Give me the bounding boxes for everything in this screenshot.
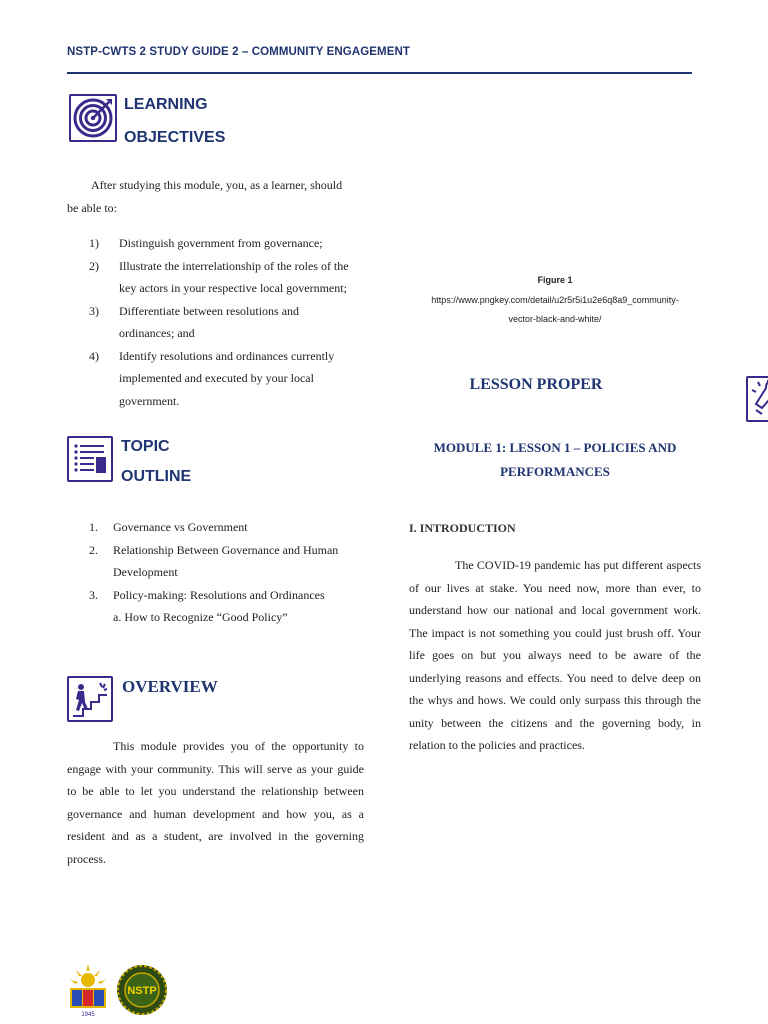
module-heading: MODULE 1: LESSON 1 – POLICIES AND PERFORMANCES [433, 440, 677, 479]
introduction-text: The COVID-19 pandemic has put different aspects of our lives at stake. You need now, more than ever, to understand how our national and local government work. The impact is not something you could just brush off. Your life goes on but you always need to be aware of the underlying reasons and effects. You need to delve deep on the whys and hows. We could only surpass this through the unity between the citizens and the governing body, in relation to the policies and practices. [409, 558, 701, 752]
school-seal-icon [66, 962, 110, 1018]
list-item: 2. Relationship Between Governance and Human Development [89, 542, 339, 579]
introduction-heading: I. INTRODUCTION [409, 521, 516, 535]
list-item: 3) Differentiate between resolutions and ordinances; and [89, 303, 300, 340]
stairs-climber-icon [67, 676, 113, 722]
target-icon [69, 94, 117, 142]
overview-text: This module provides you of the opportunity to engage with your community. This will serve as your guide to be able to let you understand the relationship between governance and human development and how you, as a resident and as a student, are involved in the governing process. [67, 739, 364, 866]
lesson-proper-title: LESSON PROPER [469, 376, 603, 393]
topic-outline-list [89, 516, 379, 629]
topic-outline-title: TOPIC OUTLINE [121, 438, 192, 485]
list-item: 1. Governance vs Government [89, 520, 248, 534]
list-item: 2) Illustrate the interrelationship of the roles of the key actors in your respective local government; [89, 258, 349, 295]
list-item: 3. Policy-making: Resolutions and Ordinances a. How to Recognize “Good Policy” [89, 587, 325, 624]
learning-objectives-title: LEARNING OBJECTIVES [124, 96, 226, 146]
lightbulb-icon [746, 376, 768, 422]
header-rule [67, 72, 692, 74]
document-header: NSTP-CWTS 2 STUDY GUIDE 2 – COMMUNITY ENGAGEMENT [67, 46, 411, 58]
overview-title: OVERVIEW [122, 677, 218, 696]
svg-text:NSTP: NSTP [127, 985, 157, 997]
objectives-list [89, 232, 369, 412]
list-item: 4) Identify resolutions and ordinances currently implemented and executed by your local government. [89, 348, 335, 408]
list-item: 1) Distinguish government from governance; [89, 236, 323, 250]
nstp-seal-icon [116, 964, 168, 1016]
list-icon [67, 436, 113, 482]
objectives-intro: After studying this module, you, as a learner, should be able to: [67, 178, 343, 215]
svg-text:1945: 1945 [81, 1012, 95, 1018]
figure-caption: Figure 1 https://www.pngkey.com/detail/u2r5r5i1u2e6q8a9_community- vector-black-and-white/ [431, 275, 679, 324]
